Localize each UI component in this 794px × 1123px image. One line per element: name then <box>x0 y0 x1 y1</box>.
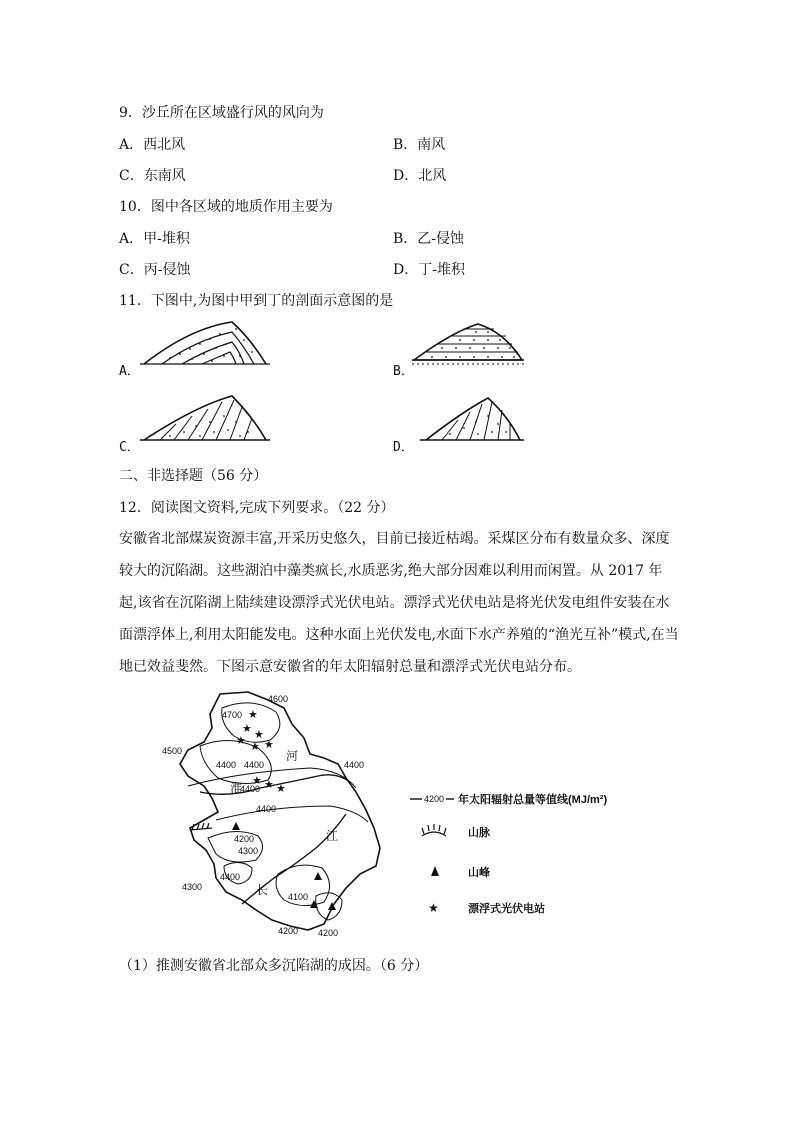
river-label-chang: 长 <box>256 883 269 897</box>
legend-station-label: 漂浮式光伏电站 <box>468 903 545 915</box>
contour-label: 4500 <box>162 746 183 756</box>
station-marker: ★ <box>242 723 252 735</box>
q11-label-d: D． <box>393 440 414 455</box>
q11-label-c: C． <box>119 440 140 455</box>
contour-label: 4200 <box>318 928 339 938</box>
q9-stem: 9．沙丘所在区域盛行风的风向为 <box>119 105 324 121</box>
anhui-radiation-map <box>160 688 392 940</box>
q10-stem: 10．图中各区域的地质作用主要为 <box>119 199 333 215</box>
profile-a-figure <box>140 318 270 370</box>
q12-sub1: （1）推测安徽省北部众多沉陷湖的成因。（6 分） <box>119 958 429 974</box>
station-marker: ★ <box>264 779 274 791</box>
q10-option-a: A．甲-堆积 <box>119 231 190 247</box>
legend-mountain-label: 山脉 <box>468 827 490 839</box>
contour-label: 4200 <box>278 926 299 936</box>
profile-d-figure <box>412 392 524 446</box>
legend-contour-code: 4200 <box>424 794 445 804</box>
peak-icon <box>431 866 439 876</box>
river-label-jiang: 江 <box>326 829 339 843</box>
contour-label: 4200 <box>234 834 255 844</box>
legend-contour-label: 年太阳辐射总量等值线(MJ/m²) <box>458 794 608 806</box>
q12-stem: 12．阅读图文资料,完成下列要求。（22 分） <box>119 500 395 516</box>
q9-option-b: B．南风 <box>393 137 446 153</box>
profile-c-figure <box>140 392 270 446</box>
station-marker: ★ <box>236 735 246 747</box>
q11-stem: 11．下图中,为图中甲到丁的剖面示意图的是 <box>119 293 394 309</box>
station-marker: ★ <box>250 741 260 753</box>
station-marker: ★ <box>276 783 286 795</box>
river-label-huai: 淮 <box>230 781 243 795</box>
q12-paragraph: 安徽省北部煤炭资源丰富,开采历史悠久，目前已接近枯竭。采煤区分布有数量众多、深度较大的沉陷湖。这些湖泊中藻类疯长,水质恶劣,绝大部分因难以利用而闲置。从 2017 年起,该省在沉陷湖上陆续建设漂浮式光伏电站。漂浮式光伏电站是将光伏发电组件安装在水面漂浮体上,利用太阳能发电。这种水面上光伏发电,水面下水产养殖的“渔光互补”模式,在当地已效益斐然。下图示意安徽省的年太阳辐射总量和漂浮式光伏电站分布。 <box>119 531 679 675</box>
contour-label: 4400 <box>244 760 265 770</box>
station-marker: ★ <box>264 739 274 751</box>
section2-title: 二、非选择题（56 分） <box>119 468 268 484</box>
profile-b-figure <box>412 320 524 370</box>
station-marker: ★ <box>254 729 264 741</box>
star-icon: ★ <box>428 901 439 915</box>
q9-option-c: C．东南风 <box>119 168 186 184</box>
q9-option-a: A．西北风 <box>119 137 186 153</box>
contour-label: 4600 <box>268 694 289 704</box>
station-marker: ★ <box>248 709 258 721</box>
contour-label: 4100 <box>288 892 309 902</box>
contour-label: 4400 <box>240 784 261 794</box>
contour-label: 4400 <box>220 872 241 882</box>
legend-peak-label: 山峰 <box>468 867 490 879</box>
mountain-range-icon <box>422 824 446 836</box>
q10-option-d: D．丁-堆积 <box>393 262 465 278</box>
q11-label-b: B． <box>393 364 414 379</box>
q9-option-d: D．北风 <box>393 168 447 184</box>
q10-option-b: B．乙-侵蚀 <box>393 231 465 247</box>
contour-label: 4300 <box>238 846 259 856</box>
q11-label-a: A． <box>119 364 140 379</box>
q10-option-c: C．丙-侵蚀 <box>119 262 191 278</box>
contour-label: 4300 <box>182 882 203 892</box>
map-legend <box>410 790 660 916</box>
river-label-he: 河 <box>286 749 299 763</box>
contour-label: 4400 <box>216 760 237 770</box>
station-marker: ★ <box>252 775 262 787</box>
contour-label: 4400 <box>344 760 365 770</box>
contour-label: 4400 <box>256 804 277 814</box>
contour-label: 4700 <box>222 710 243 720</box>
